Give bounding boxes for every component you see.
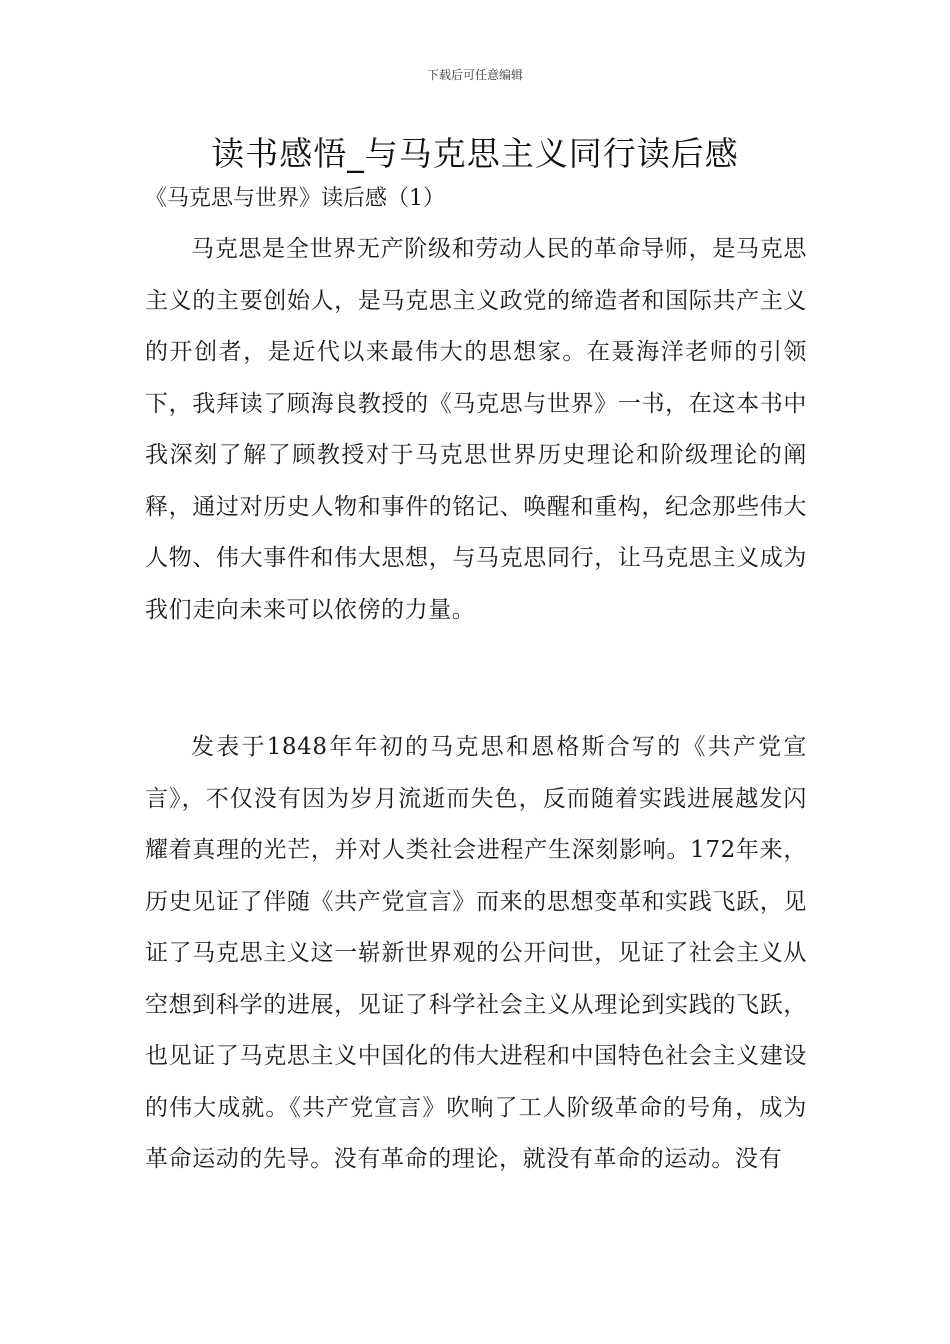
document-subtitle: 《马克思与世界》读后感（1）: [145, 186, 445, 211]
page-header-note: 下载后可任意编辑: [426, 68, 523, 82]
document-title: 读书感悟_与马克思主义同行读后感: [211, 134, 739, 173]
paragraph-2: 发表于1848年年初的马克思和恩格斯合写的《共产党宣言》，不仅没有因为岁月流逝而失色，反而随着实践进展越发闪耀着真理的光芒，并对人类社会进程产生深刻影响。172年来，历史见证了伴随《共产党宣言》而来的思想变革和实践飞跃，见证了马克思主义这一崭新世界观的公开问世，见证了社会主义从空想到科学的进展，见证了科学社会主义从理论到实践的飞跃，也见证了马克思主义中国化的伟大进程和中国特色社会主义建设的伟大成就。《共产党宣言》吹响了工人阶级革命的号角，成为革命运动的先导。没有革命的理论，就没有革命的运动。没有: [145, 734, 807, 1172]
paragraph-1: 马克思是全世界无产阶级和劳动人民的革命导师，是马克思主义的主要创始人，是马克思主义政党的缔造者和国际共产主义的开创者，是近代以来最伟大的思想家。在聂海洋老师的引领下，我拜读了顾海良教授的《马克思与世界》一书，在这本书中我深刻了解了顾教授对于马克思世界历史理论和阶级理论的阐释，通过对历史人物和事件的铭记、唤醒和重构，纪念那些伟大人物、伟大事件和伟大思想，与马克思同行，让马克思主义成为我们走向未来可以依傍的力量。: [145, 236, 807, 623]
